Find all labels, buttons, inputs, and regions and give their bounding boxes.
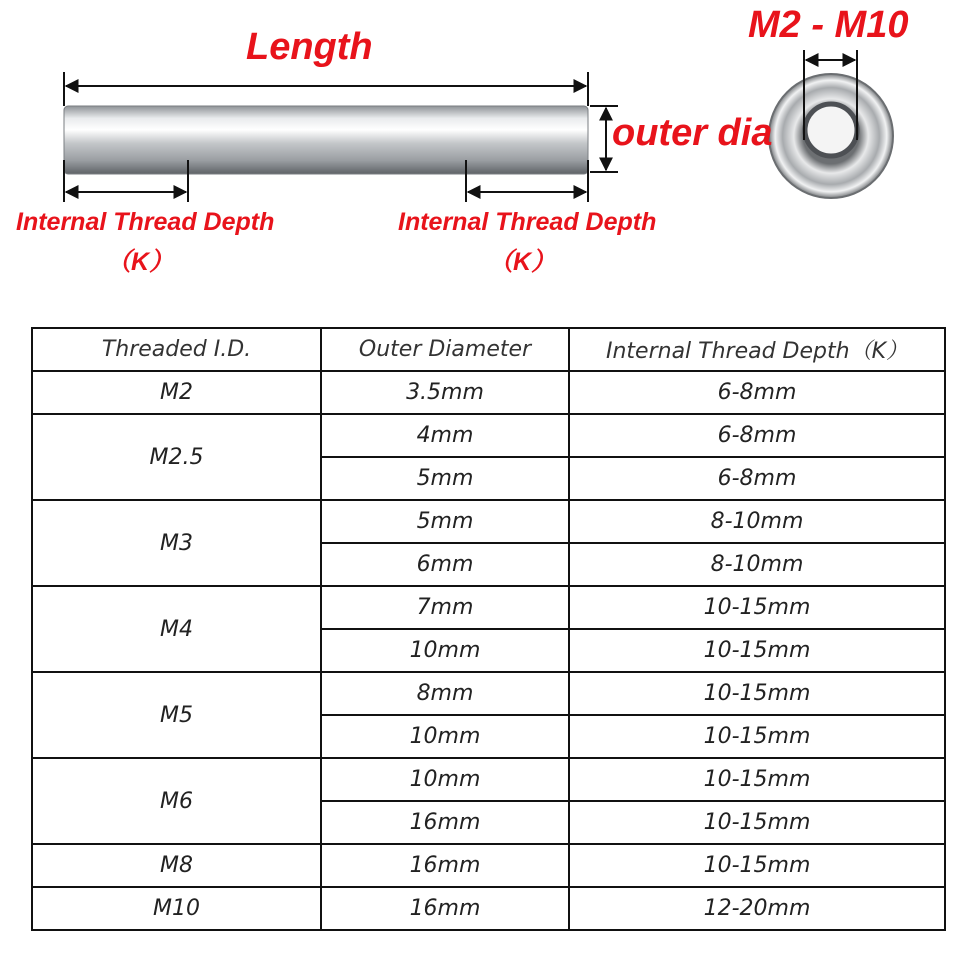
outer-diameter-cell: 6mm	[321, 543, 569, 586]
table-header-row	[32, 328, 945, 371]
threaded-id-cell: M5	[32, 672, 321, 758]
thread-depth-cell: 10-15mm	[569, 844, 945, 887]
outer-diameter-cell: 16mm	[321, 844, 569, 887]
thread-depth-cell: 10-15mm	[569, 672, 945, 715]
standoff-rod	[64, 106, 588, 174]
threaded-id-cell: M2	[32, 371, 321, 414]
outer-diameter-cell: 8mm	[321, 672, 569, 715]
thread-depth-cell: 6-8mm	[569, 457, 945, 500]
table-row	[32, 500, 945, 543]
threaded-id-cell: M8	[32, 844, 321, 887]
thread-depth-cell: 10-15mm	[569, 629, 945, 672]
thread-depth-cell: 12-20mm	[569, 887, 945, 930]
thread-depth-cell: 8-10mm	[569, 543, 945, 586]
outer-diameter-cell: 10mm	[321, 629, 569, 672]
threaded-id-cell: M3	[32, 500, 321, 586]
header-thread-depth: Internal Thread Depth（K）	[569, 328, 945, 371]
outer-dia-label: outer dia	[612, 112, 773, 154]
outer-diameter-cell: 4mm	[321, 414, 569, 457]
outer-diameter-cell: 7mm	[321, 586, 569, 629]
outer-diameter-cell: 16mm	[321, 801, 569, 844]
thread-depth-cell: 10-15mm	[569, 715, 945, 758]
header-threaded-id: Threaded I.D.	[32, 328, 321, 371]
table-row	[32, 844, 945, 887]
thread-depth-cell: 10-15mm	[569, 586, 945, 629]
outer-diameter-cell: 5mm	[321, 500, 569, 543]
threaded-id-cell: M10	[32, 887, 321, 930]
thread-depth-left-label: Internal Thread Depth	[16, 208, 275, 236]
table-row	[32, 414, 945, 457]
threaded-id-cell: M4	[32, 586, 321, 672]
outer-diameter-cell: 3.5mm	[321, 371, 569, 414]
thread-range-label: M2 - M10	[748, 4, 909, 46]
table-row	[32, 586, 945, 629]
thread-hole	[805, 104, 857, 156]
thread-depth-right-sub: （K）	[488, 248, 557, 276]
outer-diameter-cell: 10mm	[321, 715, 569, 758]
table-row	[32, 758, 945, 801]
thread-depth-cell: 8-10mm	[569, 500, 945, 543]
thread-depth-cell: 10-15mm	[569, 801, 945, 844]
thread-depth-cell: 6-8mm	[569, 414, 945, 457]
table-row	[32, 887, 945, 930]
thread-depth-cell: 6-8mm	[569, 371, 945, 414]
length-label: Length	[246, 26, 373, 68]
threaded-id-cell: M6	[32, 758, 321, 844]
header-outer-diameter: Outer Diameter	[321, 328, 569, 371]
thread-depth-right-label: Internal Thread Depth	[398, 208, 657, 236]
thread-depth-cell: 10-15mm	[569, 758, 945, 801]
outer-diameter-cell: 16mm	[321, 887, 569, 930]
spec-table	[31, 327, 946, 931]
thread-depth-left-sub: （K）	[106, 248, 175, 276]
outer-diameter-cell: 5mm	[321, 457, 569, 500]
table-row	[32, 371, 945, 414]
table-row	[32, 672, 945, 715]
threaded-id-cell: M2.5	[32, 414, 321, 500]
outer-diameter-cell: 10mm	[321, 758, 569, 801]
